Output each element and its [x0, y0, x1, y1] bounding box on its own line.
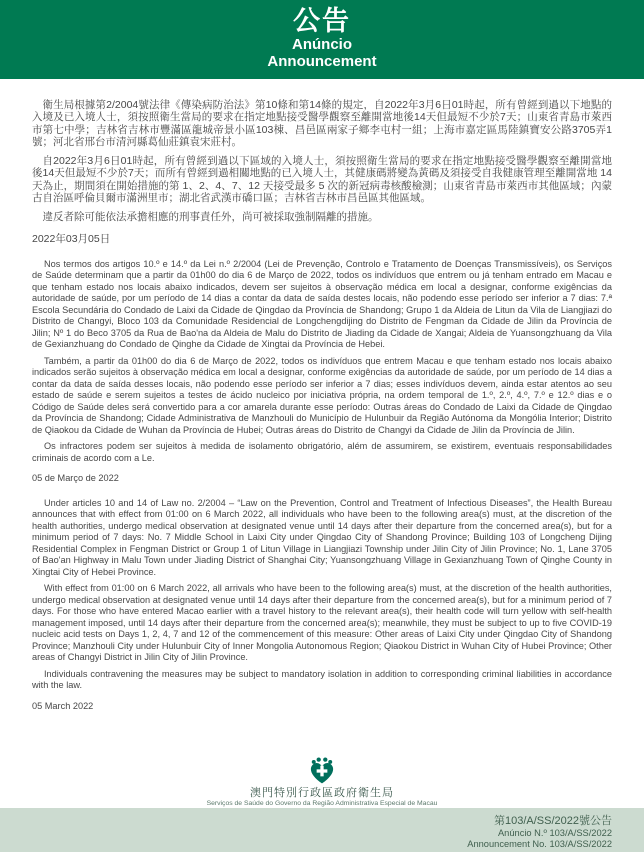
date-en: 05 March 2022: [32, 700, 94, 711]
announcement-body: [0, 79, 644, 725]
bureau-footer: [0, 757, 644, 808]
paragraph-zh-1: 衛生局根據第2/2004號法律《傳染病防治法》第10條和第14條的規定，自2022年3月6日01時起，所有曾經到過以下地點的入境及已入境人士，須按照衛生當局的要求在指定地點接受醫學觀察至離開當地後14天但最短不少於7天；山東省青島市萊西市第七中學；吉林省吉林市豐滿區龍城帝景小區103棟、昌邑區兩家子鄉李屯村一組；上海市嘉定區馬陸鎮寶安公路3705弄1號；河北省邢台市清河縣葛仙莊鎮袁宋莊村。: [32, 99, 612, 148]
paragraph-pt-3: Os infractores podem ser sujeitos à medida de isolamento obrigatório, além de assumirem, se existirem, eventuais responsabilidades criminais de acordo com a Le.: [32, 441, 612, 463]
date-zh: 2022年03月05日: [32, 232, 111, 245]
paragraph-en-1: Under articles 10 and 14 of Law no. 2/2004 – “Law on the Prevention, Control and Treatment of Infectious Diseases”, the Health Bureau announces that with effect from 01:00 on 6 March 2022, all individuals who have been to the following area(s) must, at the discretion of the health authorities, undergo medical observation at designated venue until 14 days after their departure from the concerned area(s), but for a minimum period of 7 days: No. 7 Middle School in Laixi City under Qingdao City of Shandong Province; Building 103 of Longcheng Dijing Residential Complex in Fengman District or Group 1 of Litun Village in Liangjiazi Township under Jilin City of Jilin Province; No. 1, Lane 3705 of Bao'an Highway in Malu Town under Jiading District of Shanghai City; Yuansongzhuang Village in Gexianzhuang Town of Qinghe County in Xingtai City of Hebei Province.: [32, 497, 612, 577]
paragraph-zh-3: 違反者除可能依法承擔相應的刑事責任外，尚可被採取強制隔離的措施。: [42, 211, 379, 224]
page-title-pt: Anúncio: [292, 36, 352, 53]
doc-number-en: Announcement No. 103/A/SS/2022: [467, 839, 612, 849]
document-number-band: [0, 808, 644, 852]
paragraph-en-2: With effect from 01:00 on 6 March 2022, all arrivals who have been to the following area(s) must, at the discretion of the health authorities, undergo medical observation at designated venue until 14 days after their departure from the concerned area(s), but for a minimum period of 7 days. For those who have entered Macao earlier with a travel history to the relevant area(s), their health code will turn yellow with self-health management imposed, until 14 days after their departure from the concerned area(s); meanwhile, they must be subject to up to five COVID-19 nucleic acid tests on Days 1, 2, 4, 7 and 12 of the commencement of this measure: Other areas of Laixi City under Qingdao City of Shandong Province; Manzhouli City under Hulunbuir City of Inner Mongolia Autonomous Region; Qiaokou District in Wuhan City of Hubei Province; Other areas of Changyi District in Jilin City of Jilin Province.: [32, 583, 612, 663]
paragraph-pt-2: Também, a partir da 01h00 do dia 6 de Março de 2022, todos os indivíduos que entrem Macau e que tenham estado nos locais abaixo indicados serão sujeitos à observação médica em local a designar, conforme exigências da autoridade de saúde, por um período de 14 dias a contar da data de saída desses locais, não podendo esse período ser inferior a 7 dias; esses indivíduos devem, ainda estar atentos ao seu estado de saúde e serem sujeitos a testes de ácido nucleico por iniciativa própria, na ordem temporal de 1.º, 2.º, 4.º, 7.º e 12.º dias e o Código de Saúde deles será convertido para a cor amarela durante esse período: Outras áreas do Condado de Laixi da Cidade de Qingdao da Província de Shandong; Cidade Administrativa de Manzhouli do Município de Hulunbuir da Região Autónoma da Mongólia Interior; Distrito de Qiaokou da Cidade de Wuhan da Província de Hubei; Outras áreas do Distrito de Changyi da Cidade de Jilin da Província de Jilin.: [32, 355, 612, 435]
page-title-zh: 公告: [293, 6, 351, 36]
announcement-header: [0, 0, 644, 79]
paragraph-zh-2: 自2022年3月6日01時起，所有曾經到過以下區域的入境人士，須按照衛生當局的要求在指定地點接受醫學觀察至離開當地後14天但最短不少於7天；而所有曾經到過相關地點的已入境人士，其健康碼將變為黃碼及須接受自我健康管理至離開當地 14 天為止，期間須在開始措施的第 1、2、4、7、12 天接受最多 5 次的新冠病毒核酸檢測；山東省青島市萊西市其他區域；內蒙古自治區呼倫貝爾市滿洲里市；湖北省武漢市礄口區；吉林省吉林市昌邑區其他區域。: [32, 155, 612, 205]
paragraph-en-3: Individuals contravening the measures may be subject to mandatory isolation in addition to corresponding criminal liabilities in accordance with the law.: [32, 668, 612, 691]
paragraph-pt-1: Nos termos dos artigos 10.º e 14.º da Lei n.º 2/2004 (Lei de Prevenção, Controlo e Tratamento de Doenças Transmissíveis), os Serviços de Saúde determinam que a partir da 01h00 do dia 6 de Março de 2022, todos os indivíduos que entrem ou já tenham entrado em Macau e que tenham estado nos locais abaixo indicados, devem ser sujeitos à observação médica em local a designar, conforme exigências da autoridade de saúde, por um período de 14 dias a contar da data de saída destes locais, não podendo esse período ser inferior a 7 dias: 7.ª Escola Secundária do Condado de Laixi da Cidade de Qingdao da Província de Shandong; Grupo 1 da Aldeia de Litun da Vila de Liangjiazi do Distrito de Changyi, Bloco 103 da Comunidade Residencial de Longchengdijing do Distrito de Fengman da Cidade de Jilin da Província de Jilin; Nº 1 do Beco 3705 da Rua de Bao'na da Aldeia de Malu do Distrito de Jiading da Cidade de Xangai; Aldeia de Yuansongzhuang da Vila de Gexianzhuang do Condado de Qinghe da Cidade de Xingtai da Província de Hebei.: [32, 258, 612, 350]
doc-number-zh: 第103/A/SS/2022號公告: [493, 815, 612, 827]
health-bureau-heart-cross-logo: [0, 757, 644, 785]
bureau-name-pt: Serviços de Saúde do Governo da Região Administrativa Especial de Macau: [206, 800, 438, 807]
date-pt: 05 de Março de 2022: [32, 473, 119, 484]
bureau-name-zh: 澳門特別行政區政府衛生局: [250, 787, 394, 799]
page-title-en: Announcement: [267, 53, 377, 70]
doc-number-pt: Anúncio N.º 103/A/SS/2022: [497, 828, 612, 838]
